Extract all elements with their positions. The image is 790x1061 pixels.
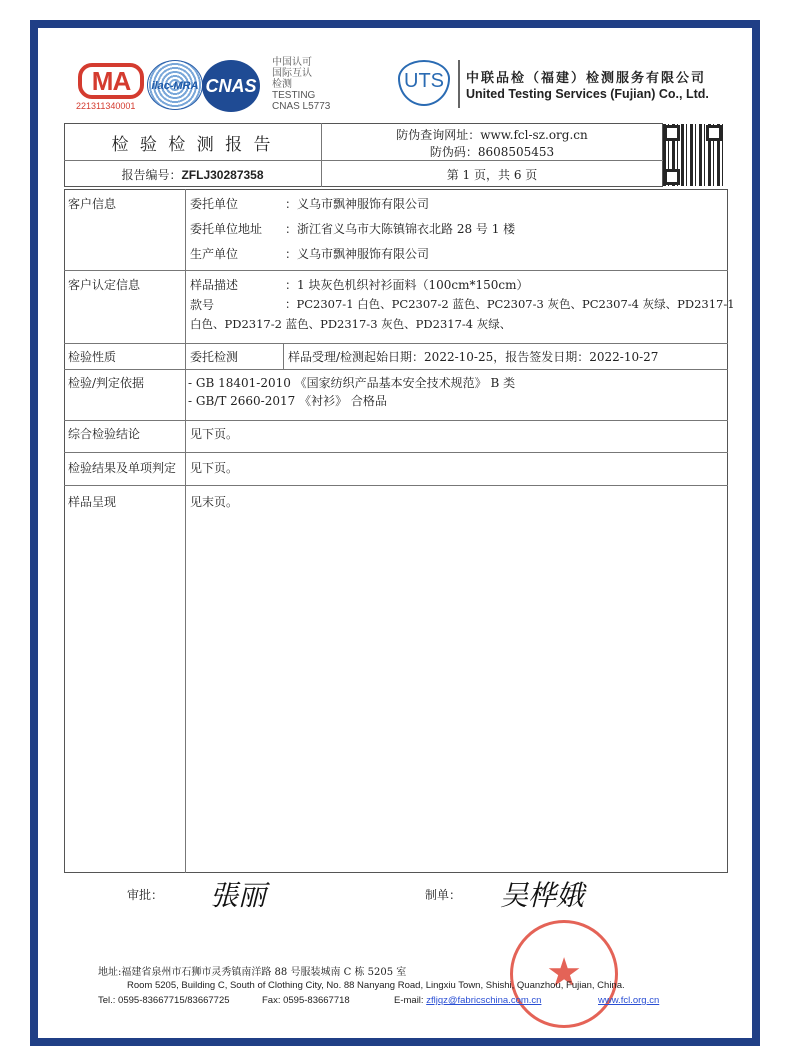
divider [283, 343, 284, 369]
row-label: 客户信息 [68, 197, 117, 211]
field-label: 样品描述 [190, 278, 239, 292]
divider [64, 343, 728, 344]
website-link[interactable]: www.fcl.org.cn [598, 995, 660, 1006]
divider [64, 485, 728, 486]
prepare-signature: 吴桦娥 [500, 879, 585, 912]
row-value: 见下页。 [190, 461, 239, 475]
row-value: 见末页。 [190, 495, 239, 509]
cnas-line: CNAS L5773 [272, 101, 331, 112]
approve-label: 审批： [127, 888, 164, 902]
report-no: ZFLJ30287358 [181, 168, 264, 182]
cnas-text [272, 57, 330, 112]
divider [64, 369, 728, 370]
uts-logo: UTS [398, 60, 450, 106]
standard-item: - GB 18401-2010 《国家纺织产品基本安全技术规范》 B 类 [188, 376, 516, 390]
standard-item: - GB/T 2660-2017 《衬衫》 合格品 [188, 394, 387, 408]
field-label: 委托单位地址 [190, 222, 263, 236]
email-link[interactable]: zfljqz@fabricschina.com.cn [426, 995, 542, 1006]
divider [64, 160, 663, 161]
row-label: 检验/判定依据 [68, 376, 145, 390]
row-label: 检验性质 [68, 350, 117, 364]
cnas-line: TESTING [272, 90, 316, 101]
fax: Fax: 0595-83667718 [262, 995, 350, 1006]
divider [64, 270, 728, 271]
field-value: ：浙江省义乌市大陈镇锦衣北路 28 号 1 楼 [285, 222, 516, 236]
field-value: 白色、PD2317-2 蓝色、PD2317-3 灰色、PD2317-4 灰绿、 [190, 317, 512, 331]
company-name-cn: 中联品检（福建）检测服务有限公司 [466, 70, 707, 85]
divider [64, 420, 728, 421]
report-no-label: 报告编号： [121, 168, 182, 182]
approve-signature: 張丽 [210, 879, 267, 912]
cnas-line: 国际互认 [272, 68, 312, 79]
cnas-logo: CNAS [202, 60, 260, 112]
divider [185, 189, 186, 873]
divider [64, 452, 728, 453]
company-seal [510, 920, 618, 1028]
field-label: 款号 [190, 298, 215, 312]
address-cn: 地址:福建省泉州市石狮市灵秀镇南洋路 88 号服装城南 C 栋 5205 室 [98, 967, 407, 978]
cma-logo: MA [78, 63, 144, 99]
field-value: ：义乌市飘神服饰有限公司 [285, 197, 430, 211]
email-label: E-mail: [394, 995, 427, 1006]
field-value: ：义乌市飘神服饰有限公司 [285, 247, 430, 261]
tel: Tel.: 0595-83667715/83667725 [98, 995, 230, 1006]
row-label: 检验结果及单项判定 [68, 461, 177, 475]
row-label: 客户认定信息 [68, 278, 141, 292]
field-value: ：1 块灰色机织衬衫面料（100cm*150cm） [285, 278, 529, 292]
qr-code[interactable] [663, 124, 723, 186]
row-label: 综合检验结论 [68, 427, 141, 441]
row-label: 样品呈现 [68, 495, 117, 509]
ilac-logo: ilac-MRA [147, 60, 203, 110]
page-info: 第 1 页，共 6 页 [446, 168, 538, 182]
field-value: ：PC2307-1 白色、PC2307-2 蓝色、PC2307-3 灰色、PC2307-4 灰绿、PD2317-1 [285, 297, 735, 311]
field-label: 委托单位 [190, 197, 239, 211]
verify-url: 防伪查询网址：www.fcl-sz.org.cn [396, 128, 588, 142]
row-value: 见下页。 [190, 427, 239, 441]
cnas-line: 中国认可 [272, 57, 312, 68]
report-title: 检 验 检 测 报 告 [111, 135, 274, 155]
test-dates: 样品受理/检测起始日期：2022-10-25，报告签发日期：2022-10-27 [288, 350, 659, 364]
test-type: 委托检测 [190, 350, 239, 364]
address-en: Room 5205, Building C, South of Clothing City, No. 88 Nanyang Road, Lingxiu Town, Shishi, Quanzhou, Fujian, China. [127, 980, 625, 991]
star-icon: ★ [546, 950, 582, 996]
cnas-line: 检测 [272, 79, 292, 90]
field-label: 生产单位 [190, 247, 239, 261]
company-name-en: United Testing Services (Fujian) Co., Ltd. [466, 87, 709, 101]
divider [458, 60, 460, 108]
verify-code: 防伪码：8608505453 [429, 145, 555, 159]
prepare-label: 制单： [425, 888, 462, 902]
cma-number: 221311340001 [76, 101, 136, 111]
